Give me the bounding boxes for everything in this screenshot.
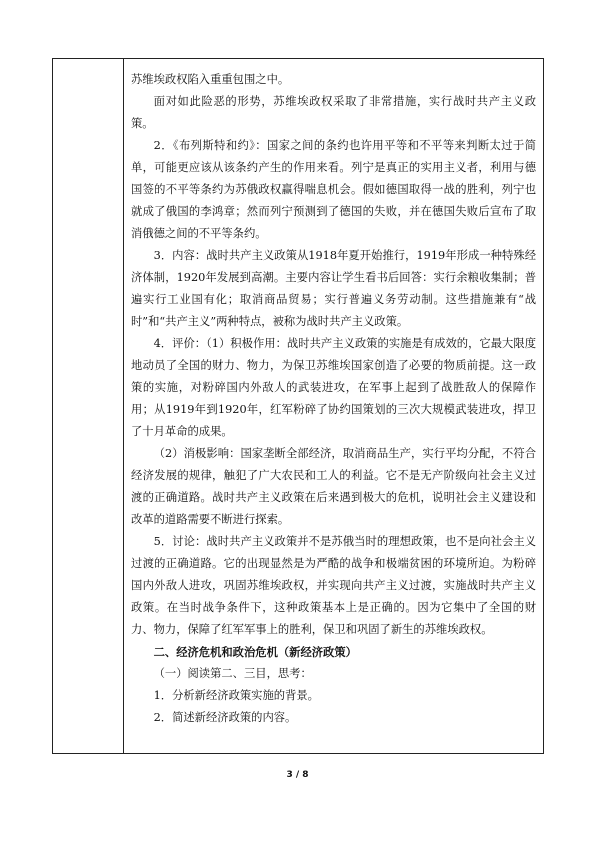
section-heading-nep: 二、经济危机和政治危机（新经济政策）: [153, 645, 357, 659]
paragraph-evaluation-positive: 4．评价：（1）积极作用：战时共产主义政策的实施是有成效的，它最大限度地动员了全国的财力、物力，为保卫苏维埃国家创造了必要的物质前提。这一政策的实施，对粉碎国内外敌人的武装进攻，在军事上起到了战胜敌人的保障作用；从1919年到1920年，红军粉碎了协约国策划的三次大规模武装进攻，捍卫了十月革命的成果。: [131, 337, 536, 438]
column-divider: [123, 59, 124, 753]
paragraph-brest-treaty: 2．《布列斯特和约》：国家之间的条约也许用平等和不平等来判断太过于简单，可能更应该从该条约产生的作用来看。列宁是真正的实用主义者，利用与德国签的不平等条约为苏俄政权赢得喘息机会。假如德国取得一战的胜利，列宁也就成了俄国的李鸿章；然而列宁预测到了德国的失败，并在德国失败后宣布了取消俄德之间的不平等条约。: [131, 139, 536, 240]
paragraph-evaluation-negative: （2）消极影响：国家垄断全部经济，取消商品生产，实行平均分配，不符合经济发展的规律，触犯了广大农民和工人的利益。它不是无产阶级向社会主义过渡的正确道路。战时共产主义政策在后来遇到极大的危机，说明社会主义建设和改革的道路需要不断进行探索。: [131, 447, 536, 526]
lesson-content: [131, 69, 536, 729]
paragraph-reading-task: （一）阅读第二、三目，思考：: [153, 667, 312, 680]
question-item-2: 2．简述新经济政策的内容。: [153, 711, 297, 724]
page-number: 3 / 8: [286, 770, 309, 780]
paragraph-discussion: 5．讨论：战时共产主义政策并不是苏俄当时的理想政策，也不是向社会主义过渡的正确道路。它的出现显然是为严酷的战争和极端贫困的环境所迫。为粉碎国内外敌人进攻，巩固苏维埃政权，并实现向共产主义过渡，实施战时共产主义政策。在当时战争条件下，这种政策基本上是正确的。因为它集中了全国的财力、物力，保障了红军军事上的胜利，保卫和巩固了新生的苏维埃政权。: [131, 535, 536, 636]
paragraph-policy-content: 3．内容：战时共产主义政策从1918年夏开始推行，1919年形成一种特殊经济体制，1920年发展到高潮。主要内容让学生看书后回答：实行余粮收集制；普遍实行工业国有化；取消商品贸易；实行普遍义务劳动制。这些措施兼有“战时”和“共产主义”两种特点，被称为战时共产主义政策。: [131, 249, 536, 328]
paragraph-emergency-measures: 面对如此险恶的形势，苏维埃政权采取了非常措施，实行战时共产主义政策。: [131, 95, 536, 130]
question-item-1: 1．分析新经济政策实施的背景。: [153, 689, 319, 702]
paragraph-encirclement: 苏维埃政权陷入重重包围之中。: [131, 73, 290, 86]
table-frame: [52, 58, 544, 754]
